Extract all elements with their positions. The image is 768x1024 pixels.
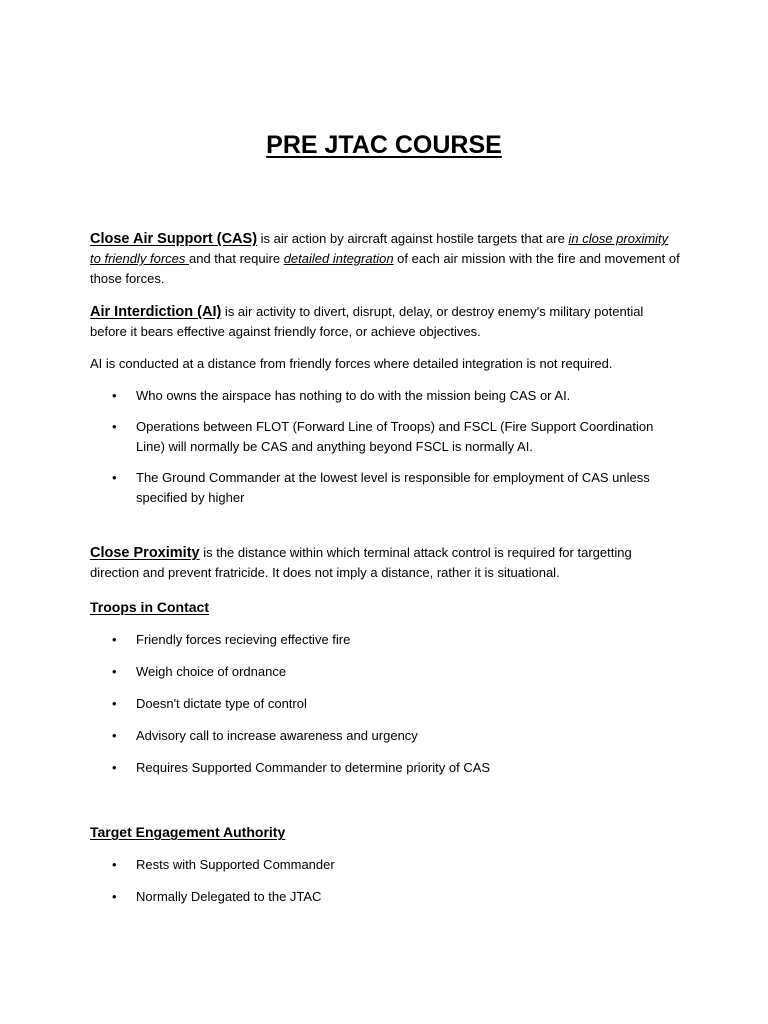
target-engagement-authority-heading: Target Engagement Authority bbox=[90, 824, 286, 840]
proximity-term: Close Proximity bbox=[90, 545, 200, 561]
bullet-icon: • bbox=[112, 728, 117, 743]
cas-definition bbox=[90, 229, 682, 289]
list-item bbox=[90, 662, 682, 682]
ai-term: Air Interdiction (AI) bbox=[90, 304, 222, 320]
list-item bbox=[90, 887, 682, 907]
list-item bbox=[90, 630, 682, 650]
bullet-icon: • bbox=[112, 889, 117, 904]
troops-in-contact-heading: Troops in Contact bbox=[90, 599, 209, 615]
list-item-text: Who owns the airspace has nothing to do with the mission being CAS or AI. bbox=[136, 388, 571, 403]
bullet-icon: • bbox=[112, 664, 117, 679]
list-item bbox=[90, 694, 682, 714]
bullet-icon: • bbox=[112, 388, 117, 403]
ai-definition bbox=[90, 302, 682, 342]
list-item bbox=[90, 468, 682, 508]
cas-text-1: is air action by aircraft against hostile targets that are bbox=[257, 231, 569, 246]
list-item bbox=[90, 758, 682, 778]
list-item-text: Operations between FLOT (Forward Line of Troops) and FSCL (Fire Support Coordination Line) will normally be CAS and anything beyond FSCL is normally AI. bbox=[136, 419, 654, 454]
list-item bbox=[90, 417, 682, 457]
bullet-icon: • bbox=[112, 470, 117, 485]
list-item-text: Rests with Supported Commander bbox=[136, 857, 335, 872]
cas-text-2: and that require bbox=[189, 251, 284, 266]
document-title bbox=[0, 127, 768, 163]
cas-emphasis-integration: detailed integration bbox=[283, 251, 394, 266]
ai-note: AI is conducted at a distance from friendly forces where detailed integration is not required. bbox=[90, 356, 613, 371]
bullet-icon: • bbox=[112, 857, 117, 872]
cas-text-3: of each air mission with the fire and movement of those forces. bbox=[90, 251, 680, 286]
bullet-icon: • bbox=[112, 760, 117, 775]
list-item-text: Normally Delegated to the JTAC bbox=[136, 889, 322, 904]
list-item bbox=[90, 386, 682, 406]
target-engagement-authority-list bbox=[90, 855, 682, 907]
cas-term: Close Air Support (CAS) bbox=[90, 231, 258, 247]
list-item-text: Weigh choice of ordnance bbox=[136, 664, 287, 679]
proximity-text: is the distance within which terminal attack control is required for targetting direction and prevent fratricide. It does not imply a distance, rather it is situational. bbox=[90, 545, 632, 580]
ai-text: is air activity to divert, disrupt, delay, or destroy enemy's military potential before it bears effective against friendly force, or achieve objectives. bbox=[90, 304, 644, 339]
list-item-text: Advisory call to increase awareness and urgency bbox=[136, 728, 418, 743]
bullet-icon: • bbox=[112, 419, 117, 434]
list-item bbox=[90, 855, 682, 875]
cas-emphasis-proximity: in close proximity to friendly forces bbox=[90, 231, 669, 266]
bullet-icon: • bbox=[112, 632, 117, 647]
proximity-definition bbox=[90, 543, 682, 583]
list-item-text: Requires Supported Commander to determine priority of CAS bbox=[136, 760, 491, 775]
title-text: PRE JTAC COURSE bbox=[266, 131, 502, 159]
list-item-text: The Ground Commander at the lowest level is responsible for employment of CAS unless specified by higher bbox=[136, 470, 650, 505]
troops-in-contact-list bbox=[90, 630, 682, 778]
ai-bullet-list bbox=[90, 386, 682, 508]
list-item bbox=[90, 726, 682, 746]
list-item-text: Friendly forces recieving effective fire bbox=[136, 632, 351, 647]
list-item-text: Doesn't dictate type of control bbox=[136, 696, 307, 711]
bullet-icon: • bbox=[112, 696, 117, 711]
